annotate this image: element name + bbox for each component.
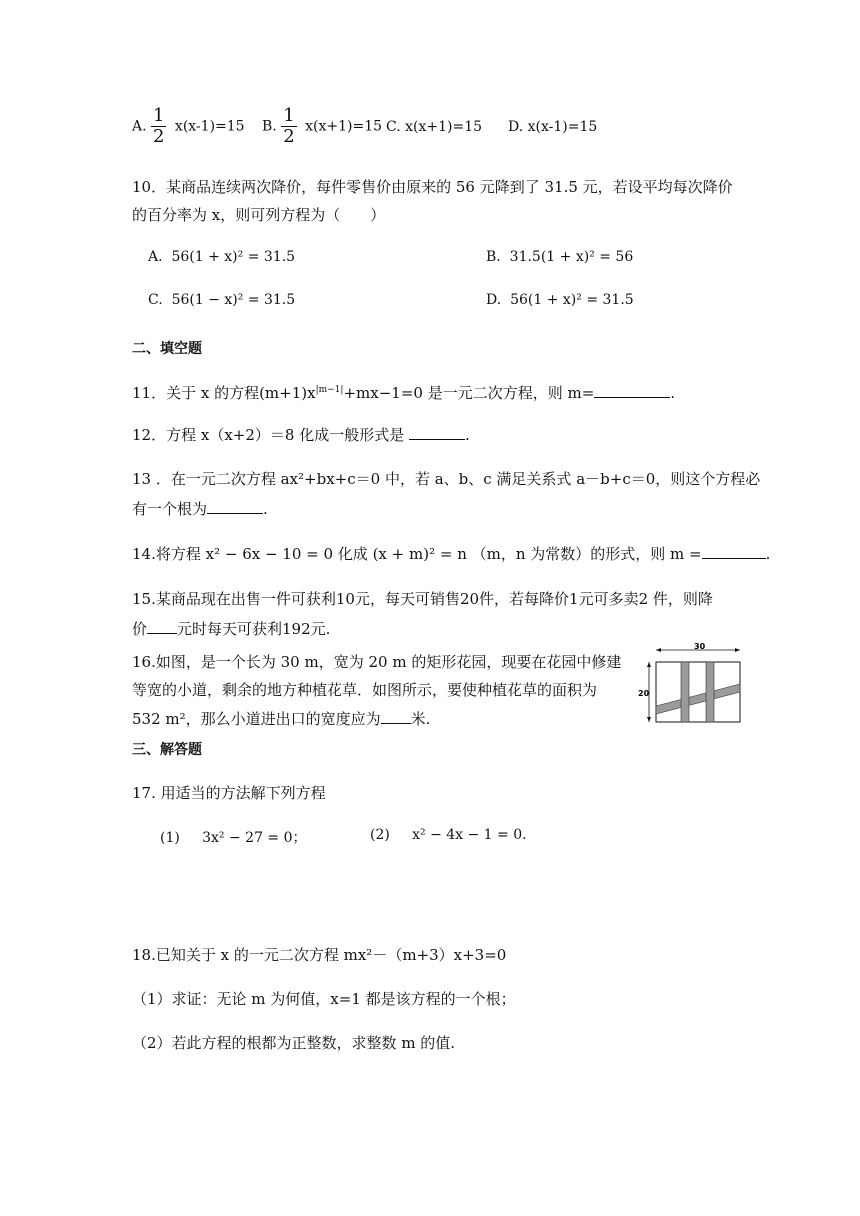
q10-option-a: A. 56(1 + x)² = 31.5: [148, 249, 296, 265]
q18-part1: （1）求证：无论 m 为何值，x=1 都是该方程的一个根；: [132, 990, 516, 1008]
section-heading-fill-in: 二、填空题: [132, 341, 202, 357]
q16-line1: 16.如图，是一个长为 30 m，宽为 20 m 的矩形花园，现要在花园中修建: [132, 653, 622, 671]
answer-blank[interactable]: [409, 425, 465, 440]
vertical-path-2: [706, 662, 714, 722]
q16-line2: 等宽的小道，剩余的地方种植花草．如图所示，要使种植花草的面积为: [132, 681, 598, 699]
q15-line2: 价 元时每天可获利192元.: [132, 620, 331, 638]
q9-option-c: C. x(x+1)=15: [386, 119, 483, 135]
q13-line2: 有一个根为 .: [132, 500, 268, 518]
q18-part2: （2）若此方程的根都为正整数，求整数 m 的值.: [132, 1034, 456, 1052]
answer-blank[interactable]: [381, 709, 411, 724]
vertical-path-1: [681, 662, 689, 722]
q14: 14.将方程 x² − 6x − 10 = 0 化成 (x + m)² = n （m，n 为常数）的形式，则 m = .: [132, 545, 771, 563]
q17-part2: (2) x² − 4x − 1 = 0.: [370, 827, 527, 843]
garden-diagram: [636, 642, 744, 724]
q16-line3: 532 m²，那么小道进出口的宽度应为 米.: [132, 710, 431, 728]
q10-option-c: C. 56(1 − x)² = 31.5: [148, 292, 296, 308]
q10-option-d: D. 56(1 + x)² = 31.5: [486, 292, 634, 308]
section-heading-solve: 三、解答题: [132, 742, 202, 758]
q13-line1: 13 ．在一元二次方程 ax²+bx+c＝0 中，若 a、b、c 满足关系式 a－b+c＝0，则这个方程必: [132, 470, 761, 488]
fraction-one-half: $\frac{1}{2}$: [153, 105, 165, 147]
answer-blank[interactable]: [594, 383, 670, 398]
q10-line1: 10．某商品连续两次降价，每件零售价由原来的 56 元降到了 31.5 元，若设平均每次降价: [132, 178, 733, 196]
q9-option-b: B. $\frac{1}{2}$ x(x+1)=15: [262, 105, 383, 147]
answer-blank[interactable]: [147, 619, 177, 634]
q10-option-b: B. 31.5(1 + x)² = 56: [486, 249, 634, 265]
q12: 12．方程 x（x+2）＝8 化成一般形式是 .: [132, 426, 470, 444]
q17-title: 17. 用适当的方法解下列方程: [132, 784, 326, 802]
height-label: 20: [638, 689, 650, 698]
q10-line2: 的百分率为 x，则可列方程为（ ）: [132, 206, 386, 224]
q18-line1: 18.已知关于 x 的一元二次方程 mx²－（m+3）x+3=0: [132, 946, 507, 964]
q15-line1: 15.某商品现在出售一件可获利10元，每天可销售20件，若每降价1元可多卖2 件，则降: [132, 590, 713, 608]
q17-part1: (1) 3x² − 27 = 0；: [160, 830, 307, 846]
answer-blank[interactable]: [207, 499, 263, 514]
width-label: 30: [694, 642, 706, 651]
q11: 11．关于 x 的方程$(m+1)x^{|m-1|}+mx-1=0$ 是一元二次方程，则 m= .: [132, 384, 676, 402]
answer-blank[interactable]: [702, 544, 766, 559]
q9-option-a: A. $\frac{1}{2}$ x(x-1)=15: [132, 105, 245, 147]
garden-figure: [636, 642, 744, 728]
q9-option-d: D. x(x-1)=15: [508, 119, 598, 135]
fraction-one-half: $\frac{1}{2}$: [283, 105, 295, 147]
